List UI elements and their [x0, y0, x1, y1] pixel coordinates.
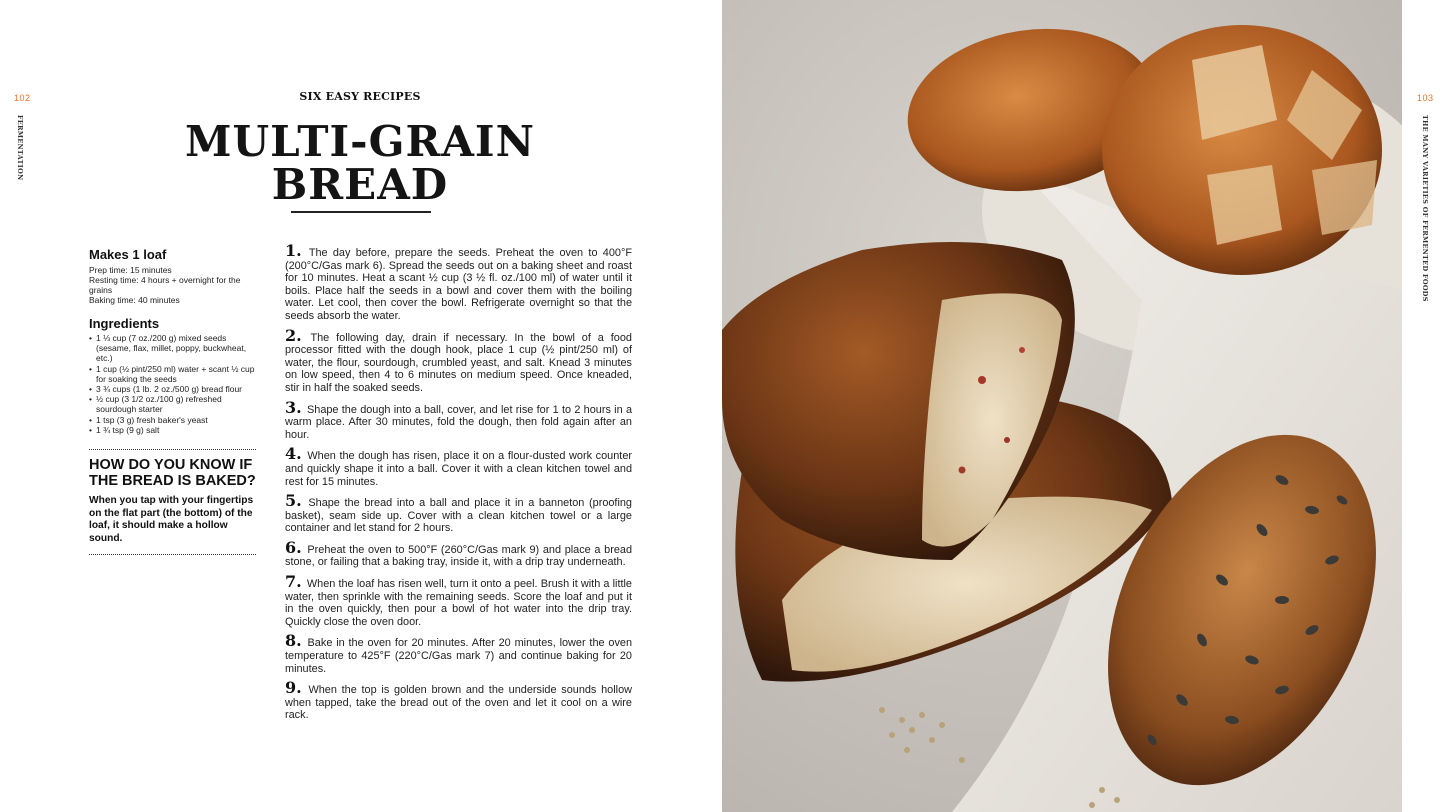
- ingredient-item: • 1 ¾ tsp (9 g) salt: [89, 425, 256, 435]
- ingredient-item: • 1 ⅓ cup (7 oz./200 g) mixed seeds (sesame, flax, millet, poppy, buckwheat, etc.): [89, 333, 256, 364]
- prep-time: Prep time: 15 minutes: [89, 265, 172, 275]
- bread-photo-illustration: [722, 0, 1402, 812]
- instruction-step: [285, 491, 632, 535]
- left-page: [0, 0, 722, 812]
- step-text: Preheat the oven to 500°F (260°C/Gas mark 9) and place a bread stone, or failing that a baking tray, inside it, with a drip tray underneath.: [285, 543, 632, 569]
- step-number: 3.: [285, 397, 302, 417]
- step-text: When the top is golden brown and the underside sounds hollow when tapped, take the bread out of the oven and let it cool on a wire rack.: [285, 684, 632, 722]
- tip-title: HOW DO YOU KNOW IF THE BREAD IS BAKED?: [89, 457, 256, 489]
- instruction-step: [285, 325, 632, 395]
- ingredient-item: • 3 ¾ cups (1 lb. 2 oz./500 g) bread flour: [89, 384, 256, 394]
- recipe-times: [89, 265, 256, 305]
- recipe-yield: Makes 1 loaf: [89, 247, 167, 262]
- step-number: 1.: [285, 241, 302, 260]
- instructions: [285, 241, 633, 729]
- step-text: The following day, drain if necessary. In the bowl of a food processor fitted with the dough hook, place 1 cup (½ pint/250 ml) of water, the flour, sourdough, crumbled yeast, and salt. Knead 3 minutes on low speed, then 4 to 6 minutes on medium speed. Once kneaded, stir in half the soaked seeds.: [285, 331, 632, 394]
- step-text: When the loaf has risen well, turn it onto a peel. Brush it with a little water, then sprinkle with the remaining seeds. Score the loaf and put it in the oven quickly, then pour a bowl of hot water into the drip tray. Quickly close the oven door.: [285, 578, 632, 628]
- step-number: 2.: [285, 325, 302, 345]
- step-text: Shape the dough into a ball, cover, and let rise for 1 to 2 hours in a warm place. After 30 minutes, fold the dough, then fold again after an hour.: [285, 403, 632, 441]
- step-text: Shape the bread into a ball and place it in a banneton (proofing basket), seam side up. Cover with a clean kitchen towel or a large container and let stand for 2 hours.: [285, 497, 632, 535]
- ingredient-item: • ½ cup (3 1/2 oz./100 g) refreshed sourdough starter: [89, 394, 256, 414]
- section-kicker: SIX EASY RECIPES: [299, 90, 421, 103]
- ingredients-heading: Ingredients: [89, 316, 160, 331]
- baking-time: Baking time: 40 minutes: [89, 295, 180, 305]
- recipe-title: [160, 117, 560, 209]
- step-number: 4.: [285, 444, 302, 464]
- instruction-step: [285, 537, 632, 569]
- step-number: 6.: [285, 537, 302, 557]
- ingredient-item: • 1 tsp (3 g) fresh baker's yeast: [89, 415, 256, 425]
- step-text: The day before, prepare the seeds. Preheat the oven to 400°F (200°C/Gas mark 6). Spread the seeds out on a baking sheet and roast for 10 minutes. Heat a scant ½ cup (3 ½ fl. oz./100 ml) of water until it boils. Place half the seeds in a bowl and cover them with the boiling water. Let cool, then cover the bowl. Refrigerate overnight so that the seeds absorb the water.: [285, 247, 632, 322]
- running-header-right: THE MANY VARIETIES OF FERMENTED FOODS: [1421, 115, 1429, 302]
- step-text: Bake in the oven for 20 minutes. After 20 minutes, lower the oven temperature to 425°F (220°C/Gas mark 7) and continue baking for 20 minutes.: [285, 637, 633, 675]
- step-number: 7.: [285, 572, 302, 592]
- instruction-step: [285, 631, 633, 675]
- step-number: 5.: [285, 491, 302, 511]
- tip-text: When you tap with your fingertips on the flat part (the bottom) of the loaf, it should make a hollow sound.: [89, 495, 254, 544]
- bread-photo: [722, 0, 1402, 812]
- page-number-right: 103: [1417, 93, 1434, 103]
- step-number: 8.: [285, 631, 302, 651]
- recipe-sidebar: [89, 247, 256, 555]
- resting-time: Resting time: 4 hours + overnight for the grains: [89, 275, 241, 295]
- instruction-step: [285, 572, 632, 628]
- instruction-step: [285, 241, 632, 323]
- tip-box: [89, 449, 256, 555]
- instruction-step: [285, 444, 633, 488]
- instruction-step: [285, 397, 632, 442]
- page-number-left: 102: [14, 93, 31, 103]
- ingredients-list: [89, 333, 256, 435]
- recipe-title-line-2: BREAD: [271, 160, 449, 209]
- recipe-title-line-1: MULTI-GRAIN: [185, 117, 535, 166]
- ingredient-item: • 1 cup (½ pint/250 ml) water + scant ½ cup for soaking the seeds: [89, 364, 256, 384]
- step-text: When the dough has risen, place it on a flour-dusted work counter and quickly shape it into a ball. Cover it with a clean kitchen towel and rest for 15 minutes.: [285, 450, 633, 488]
- running-header-left: FERMENTATION: [16, 115, 24, 181]
- right-page: [722, 0, 1445, 812]
- step-number: 9.: [285, 678, 302, 698]
- instruction-step: [285, 678, 632, 722]
- title-divider: [291, 211, 431, 213]
